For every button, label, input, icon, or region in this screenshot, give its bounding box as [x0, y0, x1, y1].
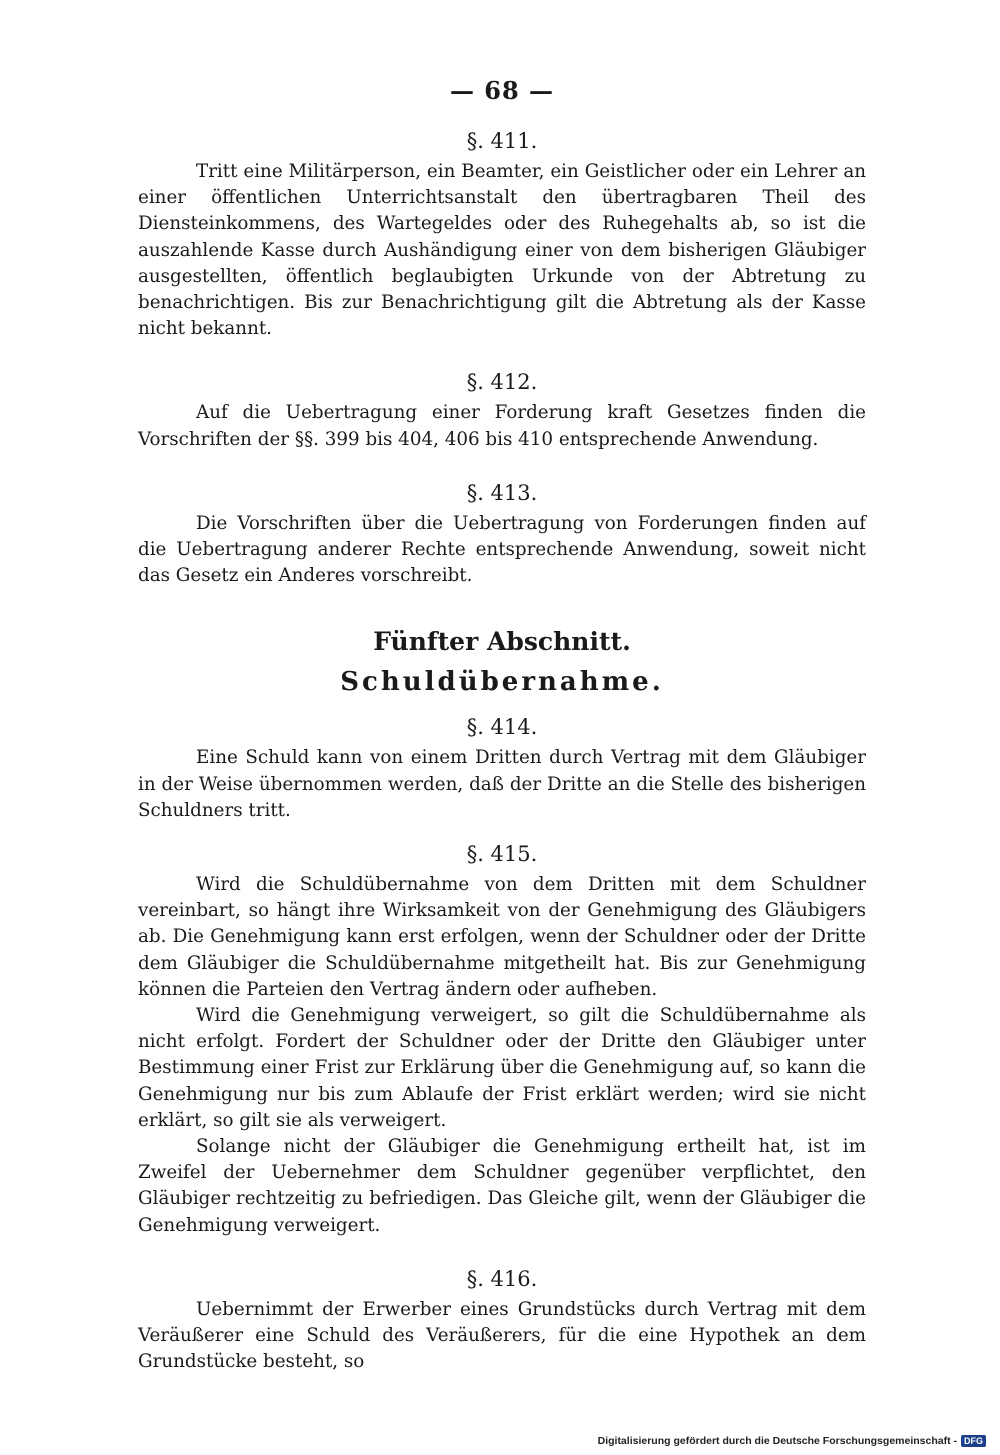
paragraph-414-1: Eine Schuld kann von einem Dritten durch Vertrag mit dem Gläubiger in der Weise übernommen werden, daß der Dritte an die Stelle des bisherigen Schuldners tritt.	[138, 747, 866, 821]
chapter-title: Fünfter Abschnitt.	[373, 627, 631, 657]
chapter-subtitle: Schuldübernahme.	[340, 667, 664, 698]
paragraph-416-1: Uebernimmt der Erwerber eines Grundstücks durch Vertrag mit dem Veräußerer eine Schuld des Veräußerers, für die eine Hypothek an dem Grundstücke besteht, so	[138, 1298, 866, 1373]
paragraph-415-1: Wird die Schuldübernahme von dem Dritten mit dem Schuldner vereinbart, so hängt ihre Wirksamkeit von der Genehmigung des Gläubigers ab. Die Genehmigung kann erst erfolgen, wenn der Schuldner oder der Dritte dem Gläubiger die Schuldübernahme mitgetheilt hat. Bis zur Genehmigung können die Parteien den Vertrag ändern oder aufheben.	[138, 874, 866, 1000]
section-title-415: §. 415.	[466, 842, 538, 867]
paragraph-415-2: Wird die Genehmigung verweigert, so gilt die Schuldübernahme als nicht erfolgt. Fordert der Schuldner oder der Dritte den Gläubiger unter Bestimmung einer Frist zur Erklärung über die Genehmigung auf, so kann die Genehmigung nur bis zum Ablaufe der Frist erklärt werden; wird sie nicht erklärt, so gilt sie als verweigert.	[138, 1005, 866, 1131]
section-title-412: §. 412.	[466, 370, 538, 395]
paragraph-412-1: Auf die Uebertragung einer Forderung kraft Gesetzes finden die Vorschriften der §§. 399 bis 404, 406 bis 410 entsprechende Anwendung.	[138, 402, 866, 450]
page-number: — 68 —	[449, 76, 555, 105]
paragraph-415-3: Solange nicht der Gläubiger die Genehmigung ertheilt hat, ist im Zweifel der Uebernehmer dem Schuldner gegenüber verpflichtet, den Gläubiger rechtzeitig zu befriedigen. Das Gleiche gilt, wenn der Gläubiger die Genehmigung verweigert.	[138, 1136, 866, 1236]
section-title-411: §. 411.	[466, 129, 538, 153]
section-title-413: §. 413.	[466, 480, 538, 505]
footer-text: Digitalisierung gefördert durch die Deutsche Forschungsgemeinschaft -	[597, 1435, 957, 1447]
document-page	[138, 76, 866, 1376]
paragraph-411-1: Tritt eine Militärperson, ein Beamter, ein Geistlicher oder ein Lehrer an einer öffentlichen Unterrichtsanstalt den übertragbaren Theil des Diensteinkommens, des Wartegeldes oder des Ruhegehalts ab, so ist die auszahlende Kasse durch Aushändigung einer von dem bisherigen Gläubiger ausgestellten, öffentlich beglaubigten Urkunde von der Abtretung zu benachrichtigen. Bis zur Benachrichtigung gilt die Abtretung als der Kasse nicht bekannt.	[138, 161, 866, 340]
paragraph-413-1: Die Vorschriften über die Uebertragung von Forderungen finden auf die Uebertragung anderer Rechte entsprechende Anwendung, soweit nicht das Gesetz ein Anderes vorschreibt.	[138, 512, 866, 587]
dfg-logo-icon: DFG	[961, 1435, 986, 1447]
digitization-footer	[598, 1435, 986, 1447]
section-title-416: §. 416.	[466, 1266, 538, 1291]
section-title-414: §. 414.	[466, 715, 538, 740]
